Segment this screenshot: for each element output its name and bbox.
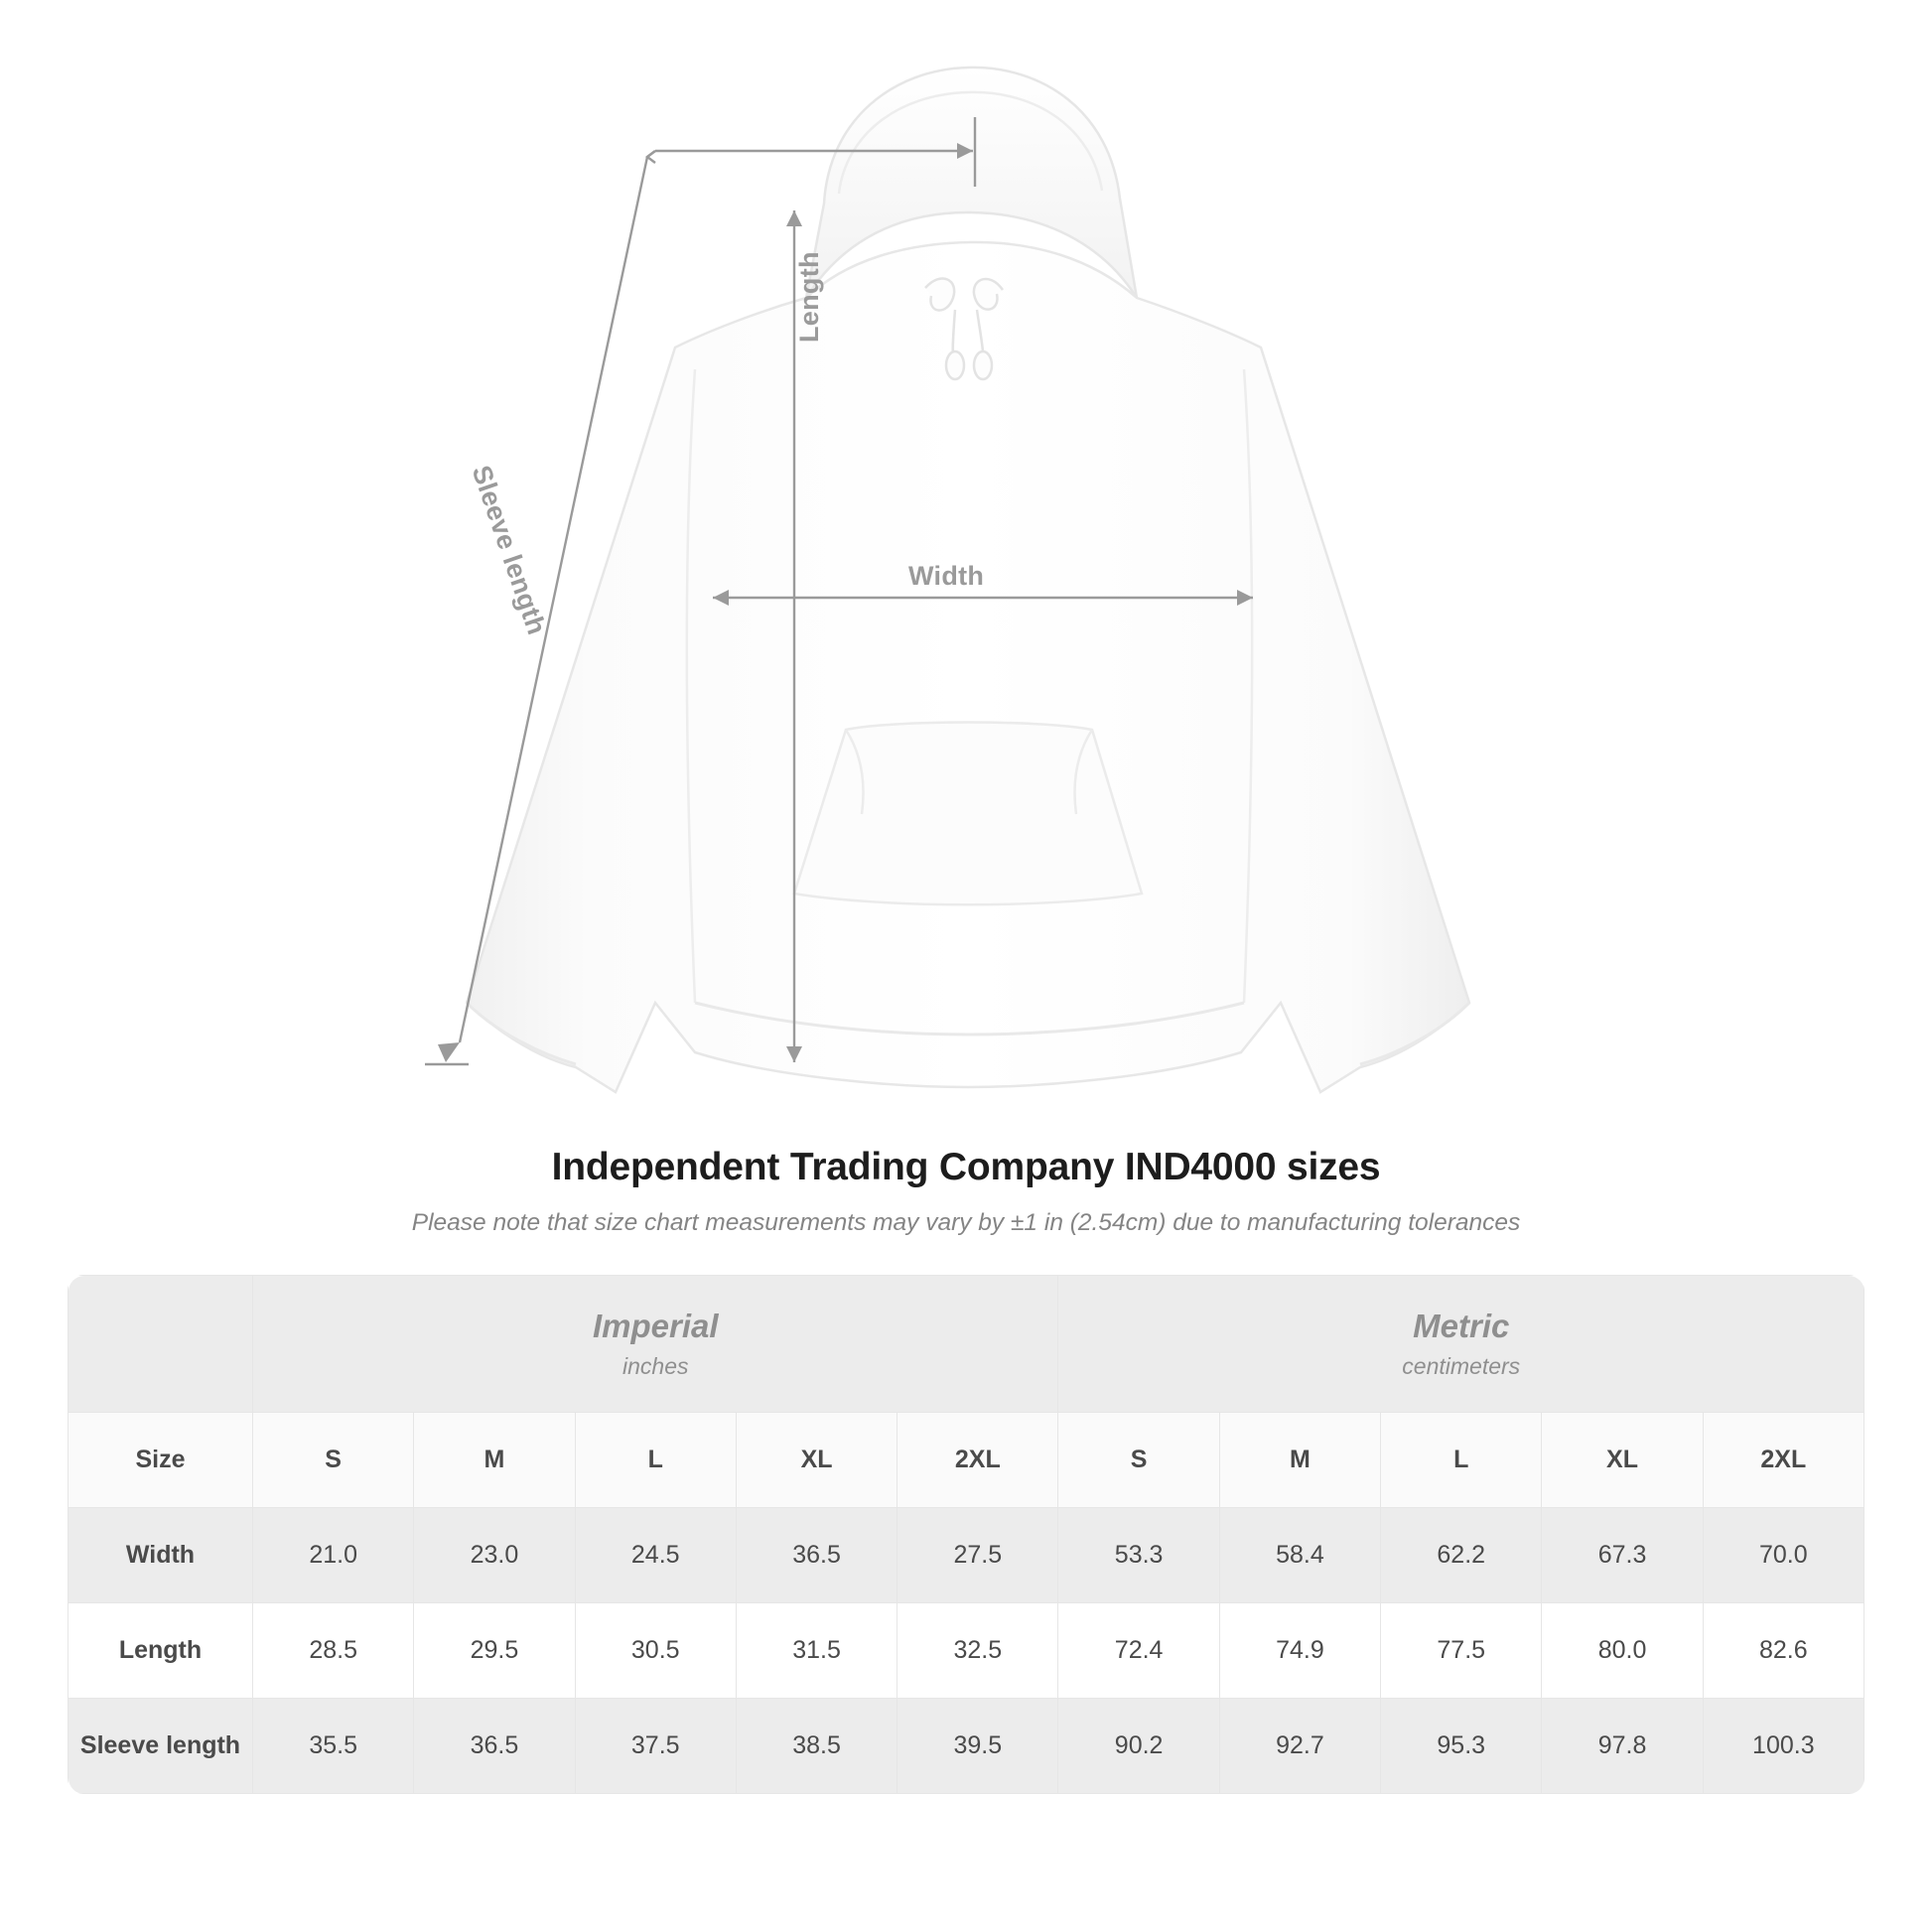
size-header-cell: Size bbox=[69, 1413, 253, 1508]
cell-length-metric-xl: 80.0 bbox=[1542, 1603, 1703, 1699]
cell-length-imperial-l: 30.5 bbox=[575, 1603, 736, 1699]
size-col-imperial-m: M bbox=[414, 1413, 575, 1508]
size-header-row bbox=[69, 1413, 1864, 1508]
cell-sleeve-imperial-l: 37.5 bbox=[575, 1699, 736, 1794]
size-col-metric-2xl: 2XL bbox=[1703, 1413, 1863, 1508]
size-col-metric-xl: XL bbox=[1542, 1413, 1703, 1508]
unit-group-metric-sub: centimeters bbox=[1402, 1353, 1521, 1379]
width-dimension-label: Width bbox=[908, 561, 985, 591]
cell-length-metric-2xl: 82.6 bbox=[1703, 1603, 1863, 1699]
row-label-length: Length bbox=[69, 1603, 253, 1699]
unit-group-metric bbox=[1058, 1276, 1864, 1413]
cell-width-metric-s: 53.3 bbox=[1058, 1508, 1219, 1603]
size-col-imperial-xl: XL bbox=[736, 1413, 897, 1508]
cell-sleeve-metric-xl: 97.8 bbox=[1542, 1699, 1703, 1794]
table-row bbox=[69, 1603, 1864, 1699]
cell-sleeve-metric-l: 95.3 bbox=[1381, 1699, 1542, 1794]
cell-sleeve-metric-m: 92.7 bbox=[1219, 1699, 1380, 1794]
cell-width-imperial-s: 21.0 bbox=[253, 1508, 414, 1603]
size-col-metric-s: S bbox=[1058, 1413, 1219, 1508]
size-col-imperial-s: S bbox=[253, 1413, 414, 1508]
table-row bbox=[69, 1508, 1864, 1603]
row-label-sleeve-length: Sleeve length bbox=[69, 1699, 253, 1794]
title-block bbox=[0, 1146, 1932, 1237]
size-col-imperial-2xl: 2XL bbox=[897, 1413, 1058, 1508]
cell-length-imperial-xl: 31.5 bbox=[736, 1603, 897, 1699]
body-shape bbox=[467, 242, 1469, 1092]
cell-width-metric-l: 62.2 bbox=[1381, 1508, 1542, 1603]
unit-group-imperial-label: Imperial bbox=[592, 1308, 719, 1344]
unit-group-row bbox=[69, 1276, 1864, 1413]
size-table bbox=[68, 1275, 1864, 1794]
cell-length-imperial-m: 29.5 bbox=[414, 1603, 575, 1699]
unit-group-imperial-sub: inches bbox=[622, 1353, 689, 1379]
cell-width-metric-xl: 67.3 bbox=[1542, 1508, 1703, 1603]
sleeve-length-dimension-label: Sleeve length bbox=[466, 462, 552, 639]
cell-length-metric-m: 74.9 bbox=[1219, 1603, 1380, 1699]
row-label-width: Width bbox=[69, 1508, 253, 1603]
cell-width-imperial-xl: 36.5 bbox=[736, 1508, 897, 1603]
cell-sleeve-imperial-m: 36.5 bbox=[414, 1699, 575, 1794]
tolerance-note: Please note that size chart measurements may vary by ±1 in (2.54cm) due to manufacturing tolerances bbox=[411, 1209, 1521, 1236]
page-title: Independent Trading Company IND4000 sizes bbox=[551, 1146, 1381, 1188]
cell-width-imperial-m: 23.0 bbox=[414, 1508, 575, 1603]
length-dimension-label: Length bbox=[794, 251, 824, 343]
cell-width-imperial-2xl: 27.5 bbox=[897, 1508, 1058, 1603]
table-row bbox=[69, 1699, 1864, 1794]
cell-width-metric-m: 58.4 bbox=[1219, 1508, 1380, 1603]
cell-width-imperial-l: 24.5 bbox=[575, 1508, 736, 1603]
cell-length-imperial-2xl: 32.5 bbox=[897, 1603, 1058, 1699]
size-col-imperial-l: L bbox=[575, 1413, 736, 1508]
cell-length-metric-l: 77.5 bbox=[1381, 1603, 1542, 1699]
unit-group-imperial bbox=[253, 1276, 1058, 1413]
cell-sleeve-metric-2xl: 100.3 bbox=[1703, 1699, 1863, 1794]
cell-length-imperial-s: 28.5 bbox=[253, 1603, 414, 1699]
cell-sleeve-imperial-2xl: 39.5 bbox=[897, 1699, 1058, 1794]
cell-length-metric-s: 72.4 bbox=[1058, 1603, 1219, 1699]
cell-sleeve-imperial-s: 35.5 bbox=[253, 1699, 414, 1794]
cell-sleeve-metric-s: 90.2 bbox=[1058, 1699, 1219, 1794]
unit-row-spacer bbox=[69, 1276, 253, 1413]
unit-group-metric-label: Metric bbox=[1413, 1308, 1510, 1344]
size-col-metric-m: M bbox=[1219, 1413, 1380, 1508]
cell-width-metric-2xl: 70.0 bbox=[1703, 1508, 1863, 1603]
size-col-metric-l: L bbox=[1381, 1413, 1542, 1508]
size-table-container bbox=[68, 1275, 1864, 1794]
cell-sleeve-imperial-xl: 38.5 bbox=[736, 1699, 897, 1794]
